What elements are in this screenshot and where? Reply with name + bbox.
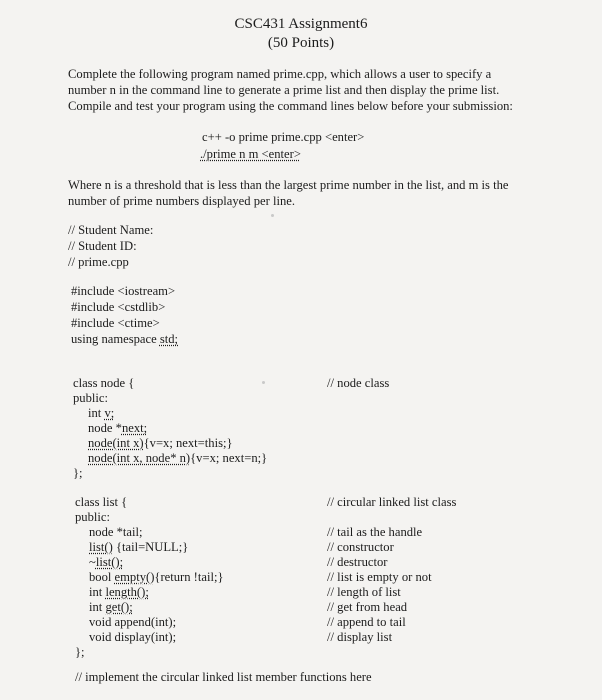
namespace-std: std;: [159, 332, 179, 346]
include-cstdlib: #include <cstdlib>: [71, 300, 166, 314]
list-class-close: };: [75, 645, 85, 659]
include-iostream: #include <iostream>: [71, 284, 176, 298]
intro-line-2: number n in the command line to generate a prime list and then display the prime list.: [68, 83, 500, 97]
list-member-7-comment: // display list: [327, 630, 393, 644]
comment-filename: // prime.cpp: [68, 255, 129, 269]
field-next-type: node *: [88, 421, 122, 435]
list-member-6-comment: // append to tail: [327, 615, 406, 629]
intro-line-3: Compile and test your program using the command lines below before your submission:: [68, 99, 513, 113]
member-5-name: get();: [105, 600, 133, 614]
ctor2-body: {v=x; next=n;}: [190, 451, 268, 465]
compile-command: c++ -o prime prime.cpp <enter>: [202, 130, 365, 144]
member-5-type: int: [89, 600, 106, 614]
list-member-1: [89, 540, 188, 555]
node-field-v: [88, 406, 114, 421]
node-public-label: public:: [73, 391, 108, 405]
implement-comment: // implement the circular linked list member functions here: [75, 670, 372, 684]
list-member-4-comment: // length of list: [327, 585, 401, 599]
list-member-7: [89, 630, 176, 645]
list-public-label: public:: [75, 510, 110, 524]
explanation-line-1: Where n is a threshold that is less than the largest prime number in the list, and m is the: [68, 178, 509, 192]
member-1-name: list(): [89, 540, 113, 554]
member-2-prefix: ~: [89, 555, 96, 569]
list-class-comment: // circular linked list class: [327, 495, 457, 509]
assignment-title: CSC431 Assignment6: [234, 16, 368, 32]
member-1-body: {tail=NULL;}: [112, 540, 189, 554]
list-member-3-comment: // list is empty or not: [327, 570, 432, 584]
include-ctime: #include <ctime>: [71, 316, 160, 330]
explanation-line-2: number of prime numbers displayed per line.: [68, 194, 295, 208]
member-4-name: length();: [105, 585, 149, 599]
list-member-2-comment: // destructor: [327, 555, 388, 569]
member-0-text: node *tail;: [89, 525, 143, 539]
list-member-4: [89, 585, 149, 600]
member-2-name: list();: [95, 555, 124, 569]
intro-line-1: Complete the following program named prime.cpp, which allows a user to specify a: [68, 67, 492, 81]
member-4-type: int: [89, 585, 106, 599]
field-next-name: next;: [121, 421, 148, 435]
using-keyword: using namespace: [71, 332, 160, 346]
comment-student-name: // Student Name:: [68, 223, 154, 237]
node-class-close: };: [73, 466, 83, 480]
list-member-1-comment: // constructor: [327, 540, 394, 554]
list-member-3: [89, 570, 224, 585]
member-3-name: empty(): [114, 570, 155, 584]
ctor2-name: node(int x, node* n): [88, 451, 191, 465]
member-6-text: void append(int);: [89, 615, 177, 629]
list-member-5-comment: // get from head: [327, 600, 408, 614]
list-member-0: [89, 525, 143, 540]
member-3-type: bool: [89, 570, 115, 584]
member-7-text: void display(int);: [89, 630, 177, 644]
node-class-decl: class node {: [73, 376, 135, 390]
list-class-decl: class list {: [75, 495, 128, 509]
assignment-points: (50 Points): [267, 35, 335, 51]
using-namespace: [71, 332, 178, 347]
field-v-type: int: [88, 406, 105, 420]
run-command: ./prime n m <enter>: [200, 147, 301, 161]
comment-student-id: // Student ID:: [68, 239, 137, 253]
member-3-body: {return !tail;}: [154, 570, 224, 584]
node-ctor-1: [88, 436, 233, 451]
field-v-name: v;: [104, 406, 115, 420]
node-ctor-2: [88, 451, 267, 466]
list-member-5: [89, 600, 133, 615]
list-member-2: [89, 555, 123, 570]
ctor1-name: node(int x): [88, 436, 144, 450]
list-member-0-comment: // tail as the handle: [327, 525, 423, 539]
list-member-6: [89, 615, 176, 630]
node-class-comment: // node class: [327, 376, 390, 390]
ctor1-body: {v=x; next=this;}: [143, 436, 233, 450]
node-field-next: [88, 421, 147, 436]
